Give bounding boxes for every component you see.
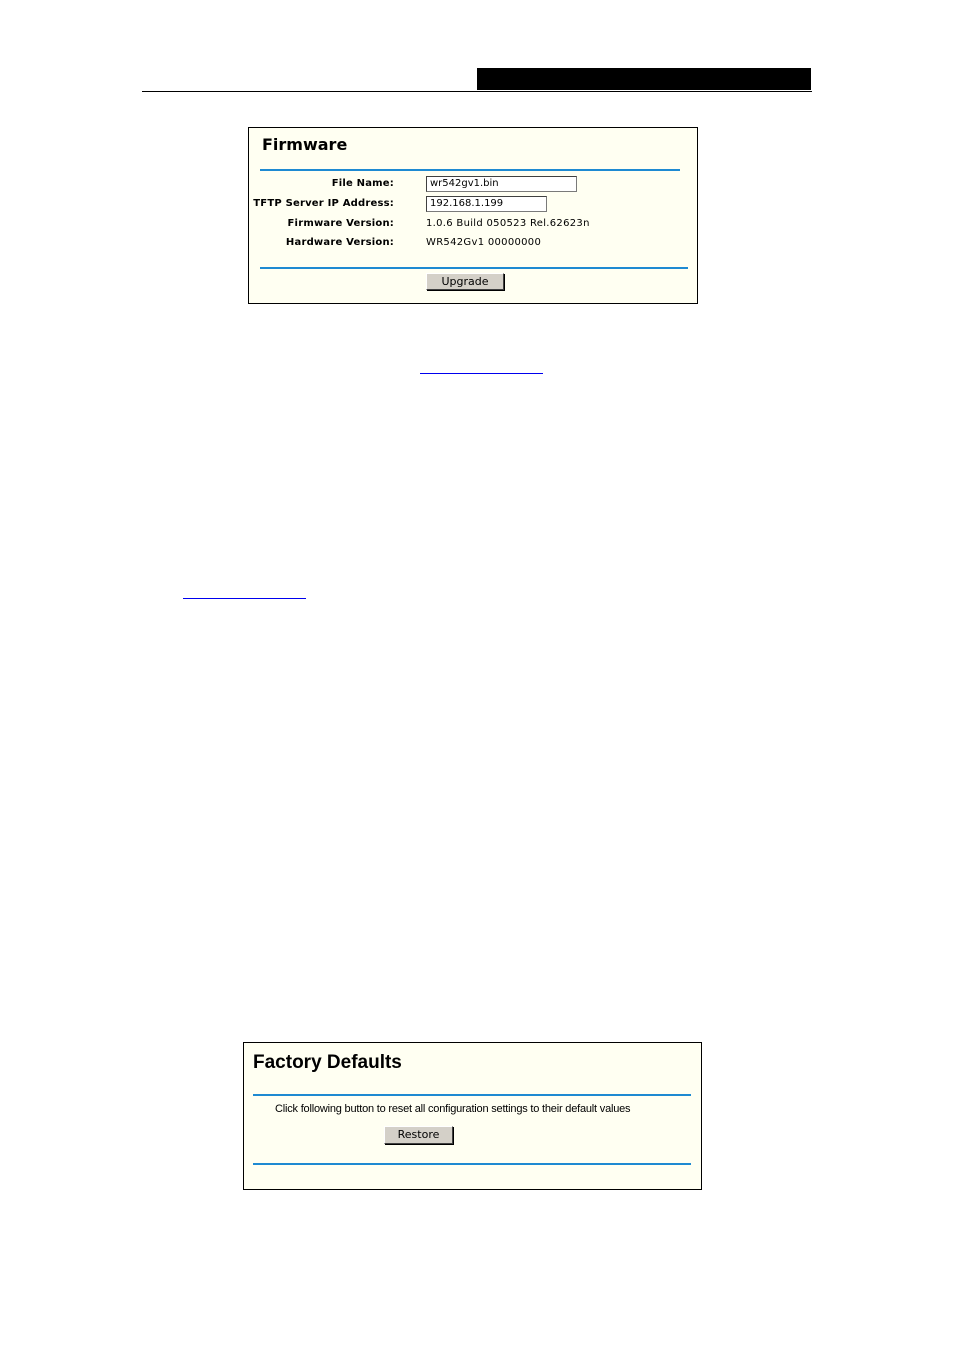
firmware-top-rule [260, 169, 680, 171]
header-bar [477, 68, 811, 90]
file-name-input[interactable]: wr542gv1.bin [426, 176, 577, 192]
firmware-version-value: 1.0.6 Build 050523 Rel.62623n [426, 218, 590, 229]
link-underline-1[interactable] [420, 373, 543, 374]
factory-defaults-top-rule [253, 1094, 691, 1096]
firmware-title: Firmware [262, 135, 348, 154]
factory-defaults-title: Factory Defaults [253, 1052, 402, 1073]
firmware-bottom-rule [260, 267, 688, 269]
upgrade-button[interactable]: Upgrade [426, 273, 504, 290]
factory-defaults-description: Click following button to reset all configuration settings to their default values [275, 1103, 631, 1115]
firmware-panel [248, 127, 698, 304]
hardware-version-label: Hardware Version: [285, 237, 394, 248]
tftp-server-ip-label: TFTP Server IP Address: [253, 198, 394, 209]
file-name-label: File Name: [331, 178, 394, 189]
link-underline-2[interactable] [183, 598, 306, 599]
factory-defaults-bottom-rule [253, 1163, 691, 1165]
firmware-version-label: Firmware Version: [287, 218, 394, 229]
hardware-version-value: WR542Gv1 00000000 [426, 237, 542, 248]
tftp-server-ip-input[interactable]: 192.168.1.199 [426, 196, 547, 212]
restore-button[interactable]: Restore [384, 1126, 453, 1144]
header-rule [142, 91, 812, 92]
factory-defaults-panel [243, 1042, 702, 1190]
